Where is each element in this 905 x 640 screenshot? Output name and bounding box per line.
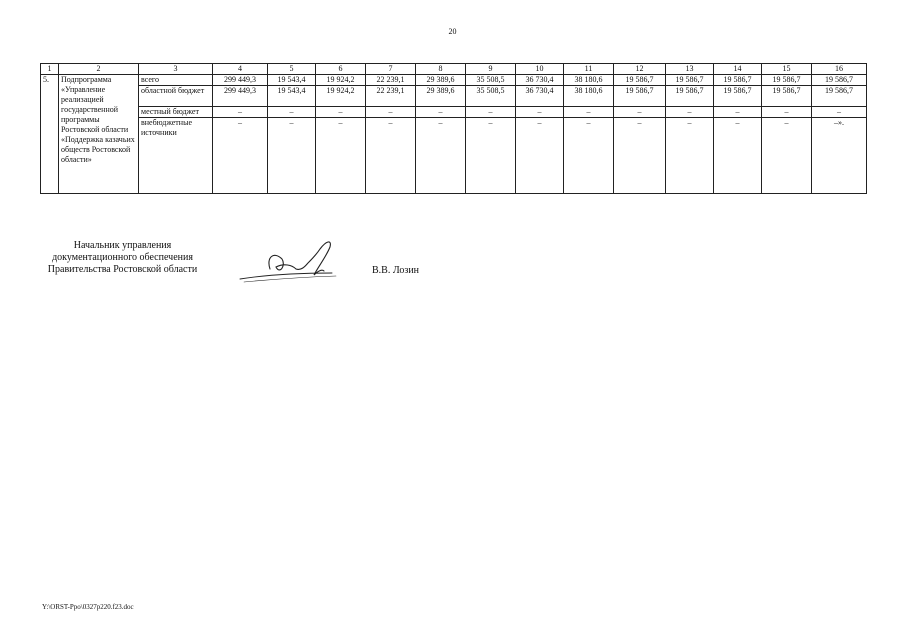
value-cell: 36 730,4 xyxy=(516,75,564,86)
value-cell: – xyxy=(366,107,416,118)
column-header: 15 xyxy=(762,64,812,75)
value-cell: – xyxy=(516,118,564,194)
value-cell: – xyxy=(762,107,812,118)
value-cell: 35 508,5 xyxy=(466,86,516,107)
value-cell: – xyxy=(666,107,714,118)
handwritten-signature-icon xyxy=(236,235,346,283)
value-cell: – xyxy=(366,118,416,194)
value-cell: 22 239,1 xyxy=(366,86,416,107)
column-header: 7 xyxy=(366,64,416,75)
value-cell: 19 586,7 xyxy=(714,75,762,86)
column-header: 11 xyxy=(564,64,614,75)
value-cell: – xyxy=(714,118,762,194)
value-cell: 19 586,7 xyxy=(666,75,714,86)
value-cell: – xyxy=(666,118,714,194)
value-cell: 19 586,7 xyxy=(714,86,762,107)
value-cell: 29 389,6 xyxy=(416,86,466,107)
value-cell: 19 586,7 xyxy=(614,86,666,107)
column-header: 6 xyxy=(316,64,366,75)
row-number: 5. xyxy=(41,75,59,194)
value-cell: 299 449,3 xyxy=(213,75,268,86)
value-cell: 19 924,2 xyxy=(316,86,366,107)
column-header: 10 xyxy=(516,64,564,75)
value-cell: – xyxy=(812,107,867,118)
signer-name: В.В. Лозин xyxy=(372,265,420,276)
table-row-total xyxy=(41,75,867,86)
value-cell: – xyxy=(516,107,564,118)
value-cell: 22 239,1 xyxy=(366,75,416,86)
value-cell: 19 924,2 xyxy=(316,75,366,86)
value-cell: – xyxy=(762,118,812,194)
column-header: 14 xyxy=(714,64,762,75)
funding-source: внебюджетные источники xyxy=(139,118,213,194)
signer-title: Начальник управления документационного обеспечения Правительства Ростовской области xyxy=(47,240,198,275)
value-cell: – xyxy=(213,107,268,118)
value-cell: – xyxy=(416,118,466,194)
value-cell: 19 586,7 xyxy=(614,75,666,86)
table-row-local xyxy=(41,107,867,118)
value-cell: 19 543,4 xyxy=(268,86,316,107)
value-cell: – xyxy=(614,107,666,118)
table-row-extrabudgetary xyxy=(41,118,867,194)
program-name: Подпрограмма «Управление реализацией государственной программы Ростовской области «Поддержка казачьих обществ Ростовской области» xyxy=(59,75,139,194)
value-cell: – xyxy=(564,107,614,118)
column-header: 8 xyxy=(416,64,466,75)
funding-source: областной бюджет xyxy=(139,86,213,107)
value-cell: 19 543,4 xyxy=(268,75,316,86)
value-cell: 36 730,4 xyxy=(516,86,564,107)
value-cell: –». xyxy=(812,118,867,194)
value-cell: – xyxy=(213,118,268,194)
file-path: Y:\ORST-Ppo\0327p220.f23.doc xyxy=(42,603,134,611)
value-cell: – xyxy=(564,118,614,194)
value-cell: – xyxy=(714,107,762,118)
value-cell: 38 180,6 xyxy=(564,75,614,86)
column-header: 12 xyxy=(614,64,666,75)
value-cell: 35 508,5 xyxy=(466,75,516,86)
value-cell: 19 586,7 xyxy=(812,86,867,107)
value-cell: – xyxy=(268,107,316,118)
value-cell: – xyxy=(466,107,516,118)
value-cell: – xyxy=(316,118,366,194)
column-header: 3 xyxy=(139,64,213,75)
column-header: 1 xyxy=(41,64,59,75)
value-cell: – xyxy=(466,118,516,194)
funding-source: местный бюджет xyxy=(139,107,213,118)
value-cell: – xyxy=(268,118,316,194)
value-cell: – xyxy=(614,118,666,194)
page-number: 20 xyxy=(448,27,457,36)
column-header: 5 xyxy=(268,64,316,75)
value-cell: 19 586,7 xyxy=(812,75,867,86)
value-cell: 299 449,3 xyxy=(213,86,268,107)
value-cell: 19 586,7 xyxy=(762,86,812,107)
header-row xyxy=(41,64,867,75)
funding-source: всего xyxy=(139,75,213,86)
value-cell: 29 389,6 xyxy=(416,75,466,86)
column-header: 9 xyxy=(466,64,516,75)
column-header: 2 xyxy=(59,64,139,75)
value-cell: 19 586,7 xyxy=(666,86,714,107)
column-header: 13 xyxy=(666,64,714,75)
value-cell: – xyxy=(416,107,466,118)
value-cell: 19 586,7 xyxy=(762,75,812,86)
value-cell: – xyxy=(316,107,366,118)
table-row-regional xyxy=(41,86,867,107)
column-header: 16 xyxy=(812,64,867,75)
column-header: 4 xyxy=(213,64,268,75)
budget-table xyxy=(40,63,867,194)
value-cell: 38 180,6 xyxy=(564,86,614,107)
